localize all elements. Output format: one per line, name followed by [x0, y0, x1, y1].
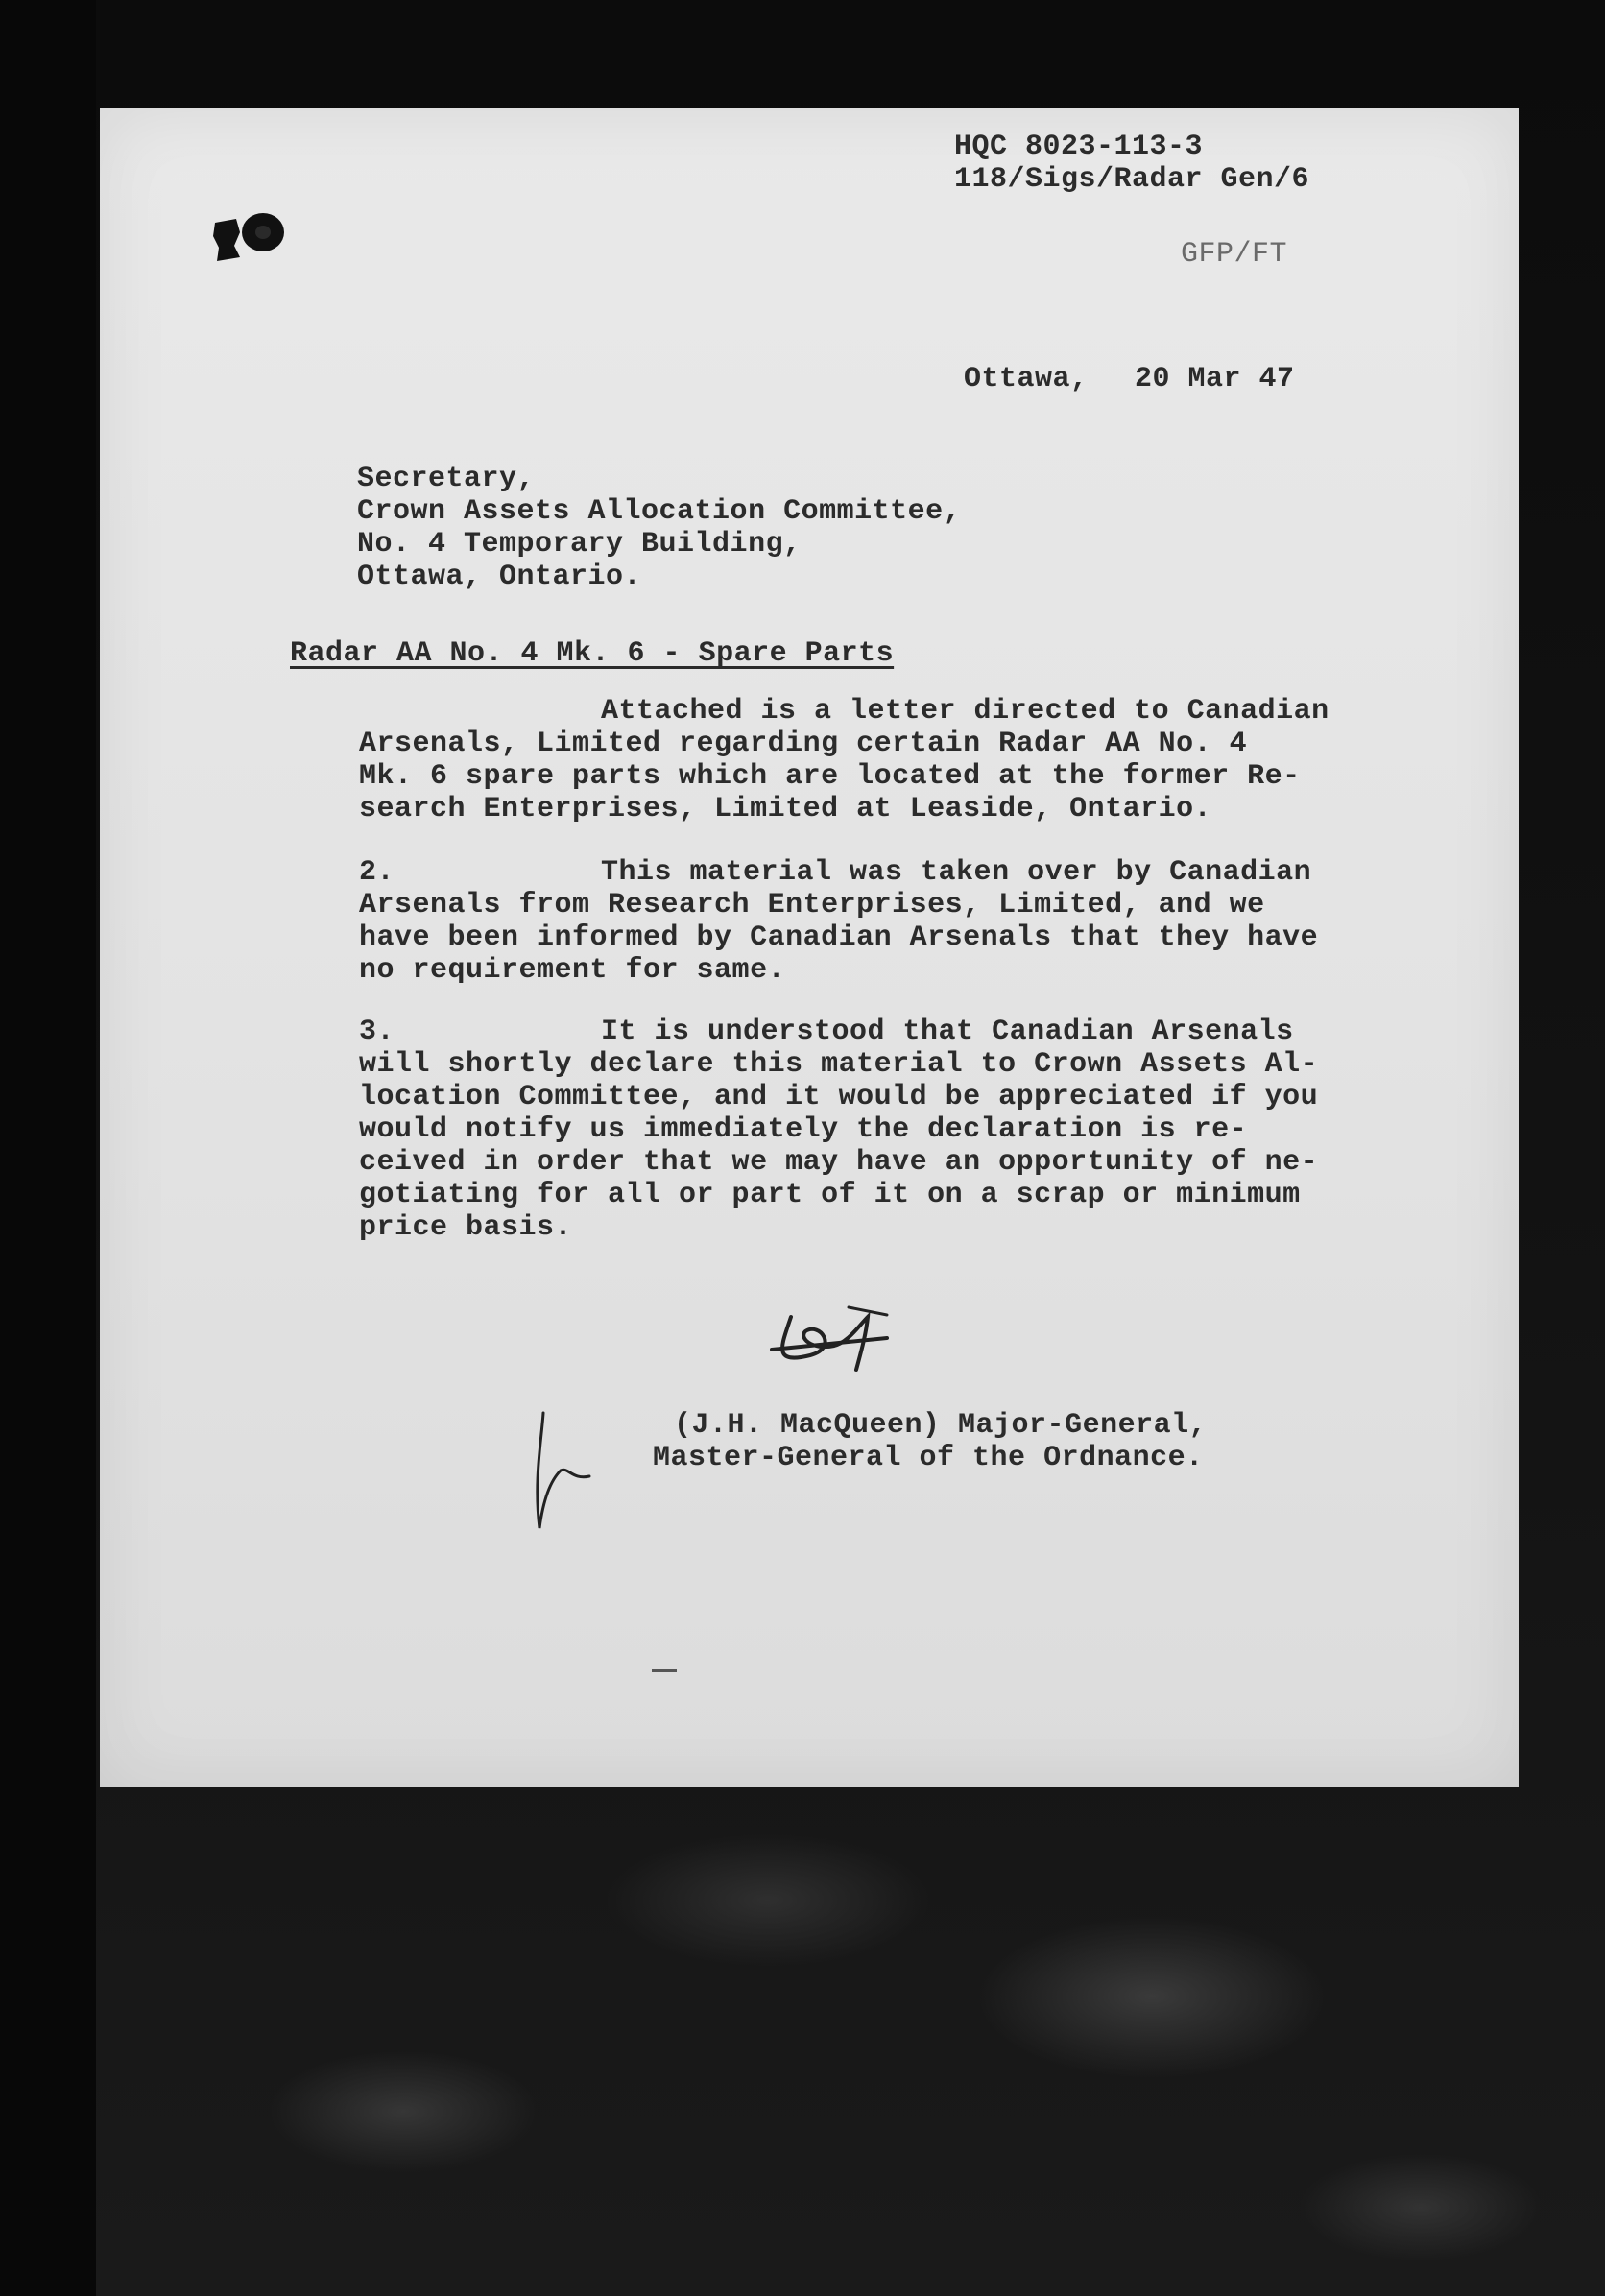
- subject-line: Radar AA No. 4 Mk. 6 - Spare Parts: [290, 637, 895, 670]
- para1-line-3: Mk. 6 spare parts which are located at the former Re-: [359, 760, 1301, 793]
- para2-line-3: have been informed by Canadian Arsenals that they have: [359, 921, 1319, 954]
- margin-handwritten-mark: [522, 1403, 618, 1547]
- date-place: Ottawa,: [964, 363, 1089, 395]
- addressee-line-4: Ottawa, Ontario.: [357, 561, 642, 593]
- signatory-name: (J.H. MacQueen) Major-General,: [674, 1409, 1208, 1442]
- typist-initials: GFP/FT: [1181, 238, 1288, 271]
- signatory-title: Master-General of the Ordnance.: [653, 1442, 1204, 1474]
- para1-line-2: Arsenals, Limited regarding certain Radar AA No. 4: [359, 728, 1248, 760]
- para3-line-3: location Committee, and it would be appreciated if you: [359, 1081, 1319, 1113]
- para3-line-2: will shortly declare this material to Crown Assets Al-: [359, 1048, 1319, 1081]
- letter-date: 20 Mar 47: [1135, 363, 1295, 395]
- file-reference-number: HQC 8023-113-3: [954, 131, 1204, 163]
- addressee-line-3: No. 4 Temporary Building,: [357, 528, 802, 561]
- dash-speck: [652, 1667, 681, 1675]
- para3-line-6: gotiating for all or part of it on a scrap or minimum: [359, 1179, 1301, 1211]
- para2-line-1: This material was taken over by Canadian: [601, 856, 1312, 889]
- para2-line-2: Arsenals from Research Enterprises, Limited, and we: [359, 889, 1265, 921]
- handwritten-initials: [753, 1279, 906, 1384]
- para1-line-1: Attached is a letter directed to Canadian: [601, 695, 1330, 728]
- addressee-line-1: Secretary,: [357, 463, 536, 495]
- para3-line-5: ceived in order that we may have an opportunity of ne-: [359, 1146, 1319, 1179]
- ink-blot-icon: [207, 203, 294, 271]
- addressee-line-2: Crown Assets Allocation Committee,: [357, 495, 962, 528]
- branch-reference-number: 118/Sigs/Radar Gen/6: [954, 163, 1310, 196]
- para3-line-1: It is understood that Canadian Arsenals: [601, 1016, 1294, 1048]
- para2-number: 2.: [359, 856, 395, 889]
- film-edge: [0, 0, 96, 2296]
- para1-line-4: search Enterprises, Limited at Leaside, Ontario.: [359, 793, 1212, 825]
- para3-line-7: price basis.: [359, 1211, 573, 1244]
- para3-number: 3.: [359, 1016, 395, 1048]
- para2-line-4: no requirement for same.: [359, 954, 786, 987]
- letter-page: [100, 108, 1519, 1787]
- para3-line-4: would notify us immediately the declaration is re-: [359, 1113, 1248, 1146]
